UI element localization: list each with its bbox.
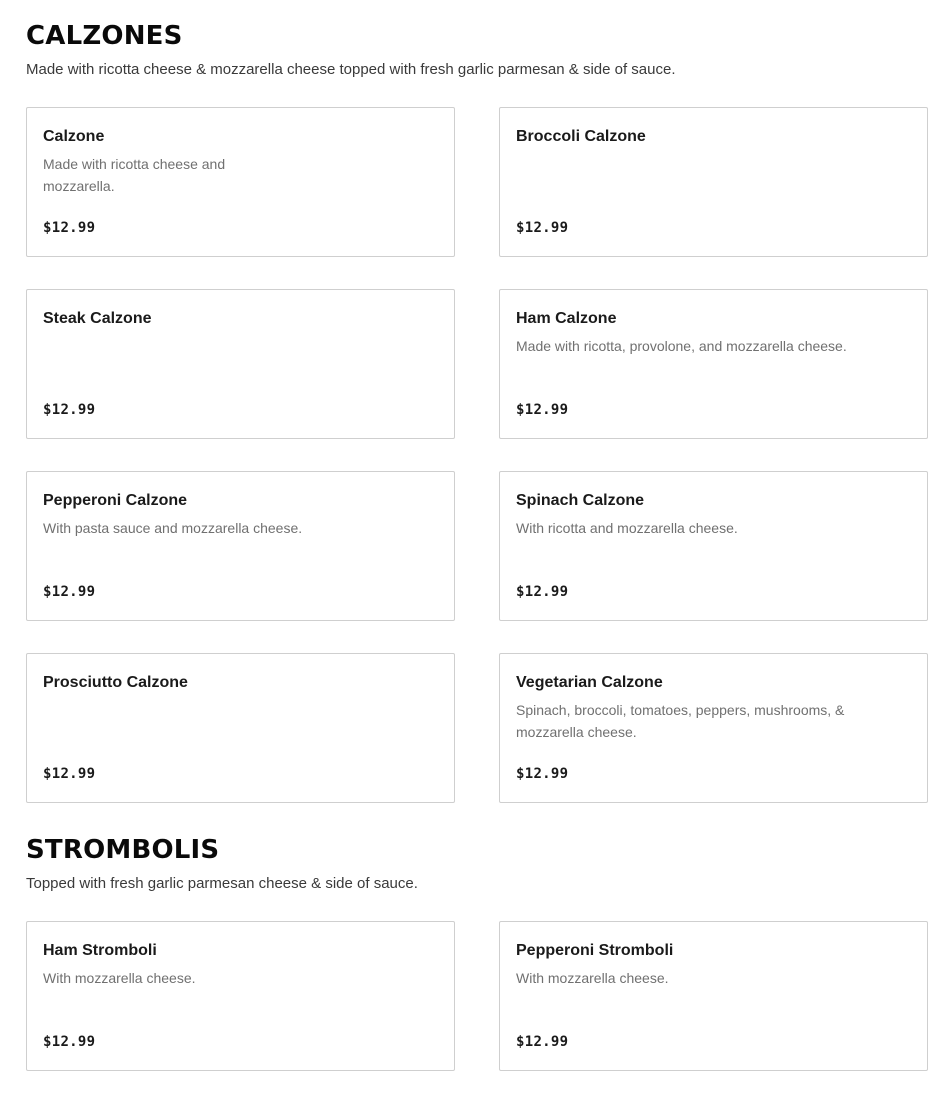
item-description: With ricotta and mozzarella cheese. <box>516 520 738 536</box>
item-name: Vegetarian Calzone <box>516 674 663 691</box>
item-price: $12.99 <box>516 402 569 418</box>
item-name: Pepperoni Calzone <box>43 492 188 509</box>
calzones-section <box>26 0 928 803</box>
item-price: $12.99 <box>516 584 569 600</box>
section-title: STROMBOLIS <box>26 835 220 865</box>
menu-item-card[interactable] <box>26 921 455 1071</box>
item-price: $12.99 <box>43 402 96 418</box>
item-price: $12.99 <box>43 766 96 782</box>
item-description: With pasta sauce and mozzarella cheese. <box>43 520 303 536</box>
item-name: Calzone <box>43 128 105 145</box>
item-price: $12.99 <box>43 220 96 236</box>
item-name: Prosciutto Calzone <box>43 674 188 691</box>
menu-item-card[interactable] <box>26 107 455 257</box>
item-price: $12.99 <box>516 1034 569 1050</box>
item-name: Broccoli Calzone <box>516 128 646 145</box>
item-description: Made with ricotta, provolone, and mozzarella cheese. <box>516 338 847 354</box>
menu-item-card[interactable] <box>499 107 928 257</box>
menu-item-card[interactable] <box>499 921 928 1071</box>
menu-item-card[interactable] <box>499 471 928 621</box>
item-price: $12.99 <box>43 584 96 600</box>
item-description: With mozzarella cheese. <box>516 970 669 986</box>
item-description: With mozzarella cheese. <box>43 970 196 986</box>
item-name: Steak Calzone <box>43 310 152 327</box>
item-description: Made with ricotta cheese and mozzarella. <box>43 156 226 194</box>
item-name: Spinach Calzone <box>516 492 645 509</box>
item-name: Ham Calzone <box>516 310 617 327</box>
menu-item-card[interactable] <box>26 653 455 803</box>
menu-item-card[interactable] <box>499 289 928 439</box>
item-price: $12.99 <box>43 1034 96 1050</box>
item-price: $12.99 <box>516 766 569 782</box>
menu-item-card[interactable] <box>26 471 455 621</box>
section-description: Made with ricotta cheese & mozzarella cheese topped with fresh garlic parmesan & side of sauce. <box>26 61 676 78</box>
item-price: $12.99 <box>516 220 569 236</box>
strombolis-section <box>26 835 928 1071</box>
item-name: Pepperoni Stromboli <box>516 942 674 959</box>
item-description: Spinach, broccoli, tomatoes, peppers, mushrooms, & mozzarella cheese. <box>516 702 845 740</box>
section-title: CALZONES <box>26 21 183 51</box>
item-name: Ham Stromboli <box>43 942 157 959</box>
menu-grid <box>26 921 928 1071</box>
menu-item-card[interactable] <box>26 289 455 439</box>
menu-grid <box>26 107 928 803</box>
section-description: Topped with fresh garlic parmesan cheese & side of sauce. <box>26 875 418 892</box>
menu-item-card[interactable] <box>499 653 928 803</box>
